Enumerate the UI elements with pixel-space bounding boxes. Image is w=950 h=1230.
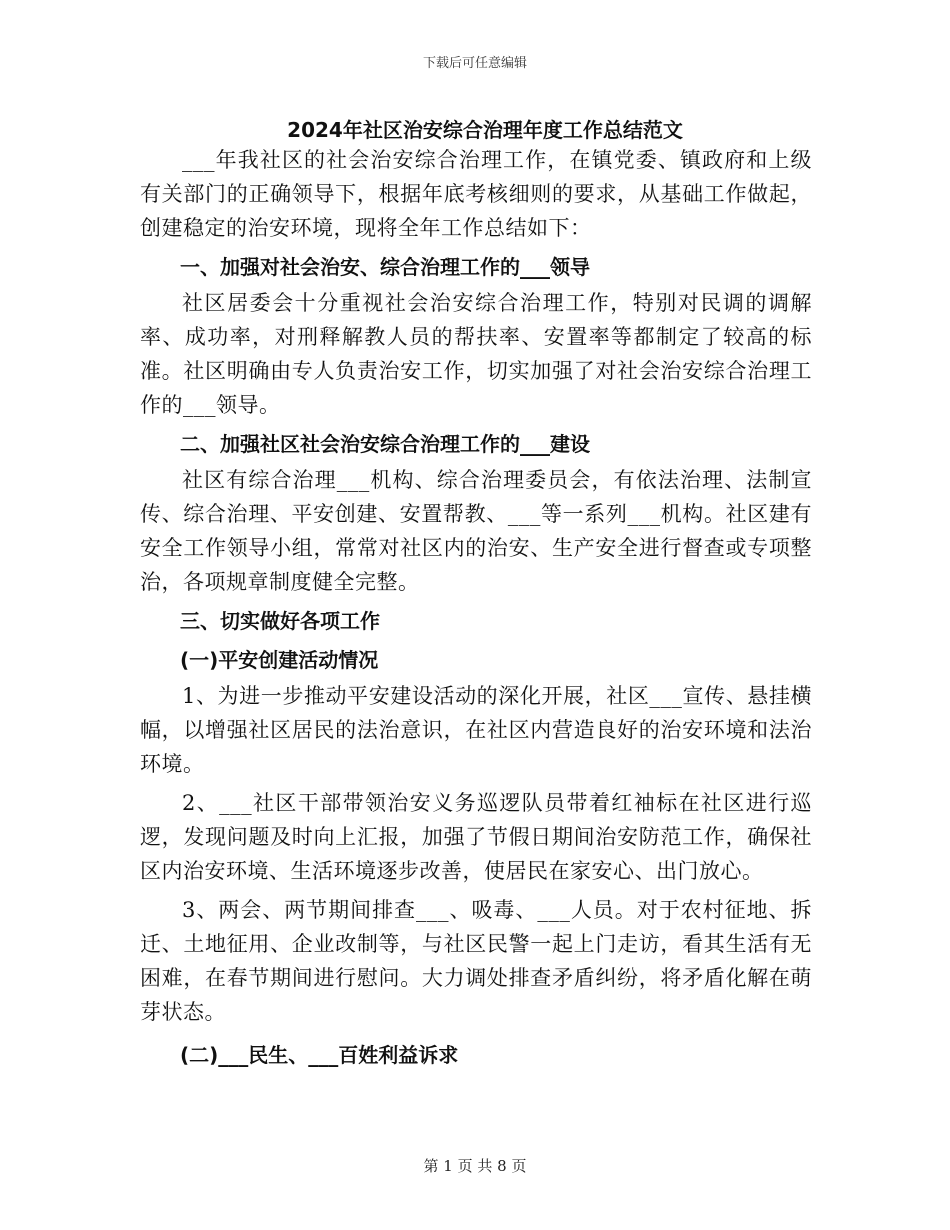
section-heading-1: 一、加强对社会治安、综合治理工作的___领导 [180, 255, 590, 279]
document-title: 2024年社区治安综合治理年度工作总结范文 [287, 118, 683, 142]
item-3-paragraph: 3、两会、两节期间排查___、吸毒、___人员。对于农村征地、拆迁、土地征用、企业改制等，与社区民警一起上门走访，看其生活有无困难，在春节期间进行慰问。大力调处排查矛盾纠纷，将矛盾化解在萌芽状态。 [140, 898, 812, 1024]
item-2-paragraph: 2、___社区干部带领治安义务巡逻队员带着红袖标在社区进行巡逻，发现问题及时向上汇报，加强了节假日期间治安防范工作，确保社区内治安环境、生活环境逐步改善，使居民在家安心、出门放心。 [140, 791, 812, 883]
document-body [140, 143, 812, 1072]
section-heading-2: 二、加强社区社会治安综合治理工作的___建设 [180, 432, 590, 456]
page-footer-number: 第 1 页 共 8 页 [423, 1157, 527, 1175]
section-1-paragraph: 社区居委会十分重视社会治安综合治理工作，特别对民调的调解率、成功率，对刑释解教人员的帮扶率、安置率等都制定了较高的标准。社区明确由专人负责治安工作，切实加强了对社会治安综合治理工作的___领导。 [140, 291, 812, 417]
subsection-heading-2: (二)___民生、___百姓利益诉求 [180, 1043, 459, 1067]
page-header-note: 下载后可任意编辑 [422, 56, 527, 71]
intro-paragraph: ___年我社区的社会治安综合治理工作，在镇党委、镇政府和上级有关部门的正确领导下，根据年底考核细则的要求，从基础工作做起，创建稳定的治安环境，现将全年工作总结如下： [140, 148, 812, 240]
section-heading-3: 三、切实做好各项工作 [180, 609, 380, 633]
section-2-paragraph: 社区有综合治理___机构、综合治理委员会，有依法治理、法制宣传、综合治理、平安创建、安置帮教、___等一系列___机构。社区建有安全工作领导小组，常常对社区内的治安、生产安全进行督查或专项整治，各项规章制度健全完整。 [140, 468, 812, 594]
subsection-heading-1: (一)平安创建活动情况 [180, 648, 379, 672]
item-1-paragraph: 1、为进一步推动平安建设活动的深化开展，社区___宣传、悬挂横幅，以增强社区居民的法治意识，在社区内营造良好的治安环境和法治环境。 [140, 684, 812, 776]
